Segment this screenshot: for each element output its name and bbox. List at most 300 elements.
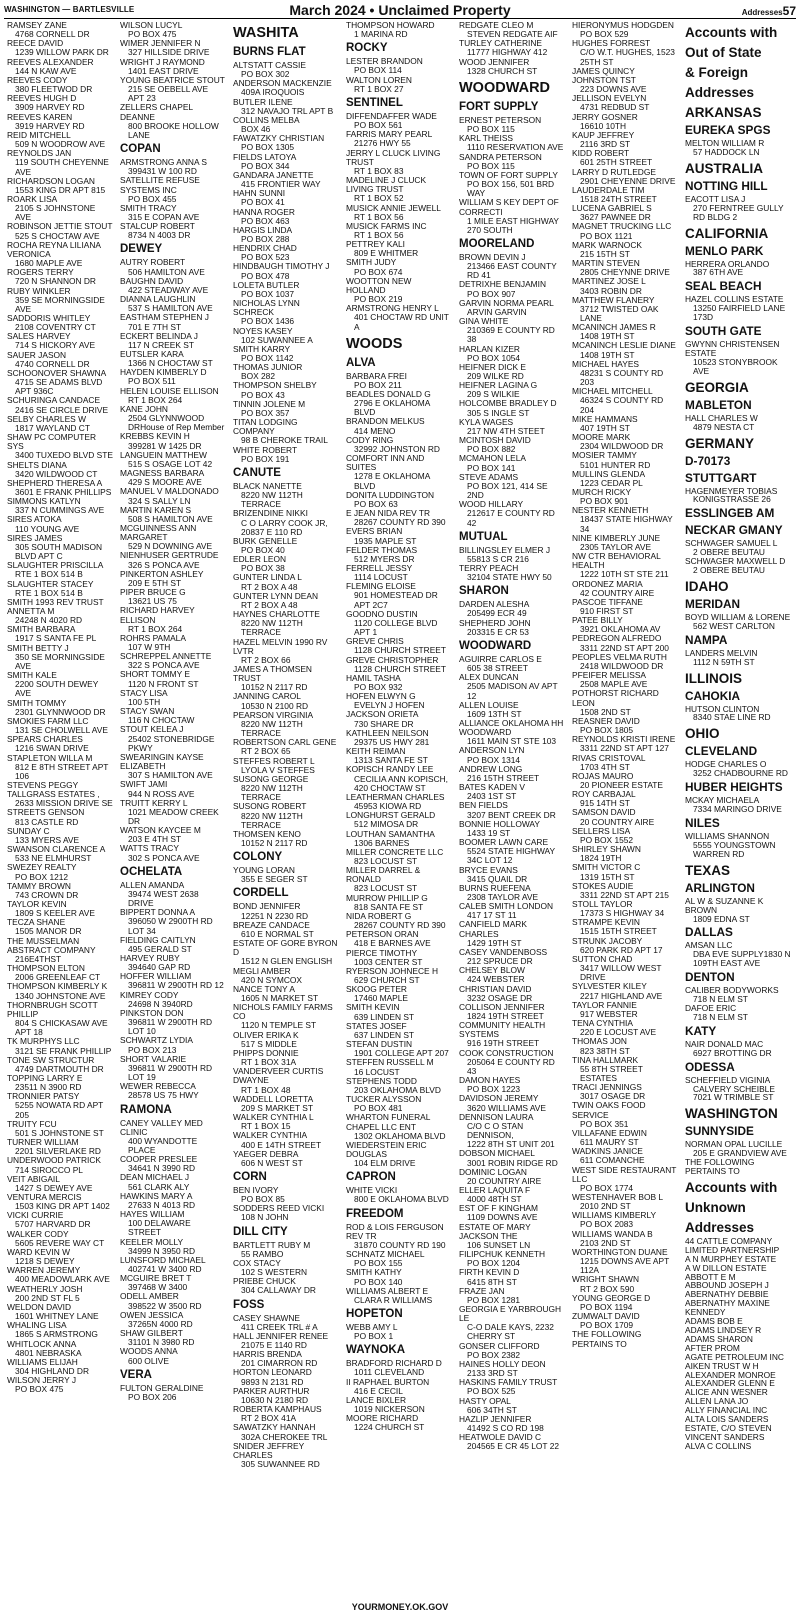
owner-name: SMITH KARRY <box>233 343 291 354</box>
owner-name: PETTREY KALI <box>346 239 405 250</box>
owner-address: PO BOX 1552 <box>580 834 634 845</box>
owner-name: OLIVER ERIKA K <box>233 1029 299 1040</box>
owner-name: SCHREPPEL ANNETTE <box>120 651 212 662</box>
listing-entry <box>459 673 565 700</box>
listing-entry <box>120 76 226 103</box>
city-heading: EUREKA SPGS <box>685 123 771 137</box>
listing-entry <box>685 832 791 859</box>
owner-address: 32104 STATE HWY 50 <box>467 572 552 583</box>
listing-entry <box>346 509 452 527</box>
owner-address: 2217 HIGHLAND AVE <box>580 990 663 1001</box>
listing-entry <box>233 1423 339 1441</box>
listing-entry <box>7 58 113 76</box>
listing-entry <box>459 1113 565 1150</box>
owner-name: MARTIN STEVEN <box>572 258 640 269</box>
owner-name: ADAMS LINDSEY R <box>685 1325 762 1335</box>
owner-name: DENNISON LAURA <box>459 1111 534 1122</box>
listing-entry <box>459 1149 565 1167</box>
listing-entry <box>459 1305 565 1342</box>
listing-entry <box>572 131 678 149</box>
owner-name: PASCOE TIFFANE <box>572 596 643 607</box>
owner-address: 1515 15TH STREET <box>580 926 657 937</box>
owner-address: 1224 CHURCH ST <box>354 1422 425 1433</box>
owner-name: FELDER THOMAS <box>346 544 418 555</box>
header-right-label: Addresses <box>741 8 783 17</box>
owner-address: RT 1 BOX 56 <box>354 211 404 222</box>
owner-address: 100 DELAWARE STREET <box>128 1218 191 1238</box>
listing-entry <box>685 760 791 778</box>
listing-entry <box>233 555 339 573</box>
owner-name: SWEARINGIN KAYSE ELIZABETH <box>120 751 204 772</box>
owner-address: 600 OLIVE <box>128 1355 169 1366</box>
owner-address: 270 FERNTREE GULLY RD BLDG 2 <box>693 202 784 222</box>
listing-entry <box>685 986 791 1004</box>
listing-entry <box>233 1003 339 1030</box>
owner-name: HIERONYMUS HODGDEN <box>572 21 674 30</box>
owner-address: BOX 46 <box>241 124 271 135</box>
owner-name: WILSON LUCYL <box>120 21 183 30</box>
owner-address: 1003 CENTER ST <box>354 956 423 967</box>
owner-name: FIRTH KEVIN D <box>459 1267 520 1278</box>
owner-name: FRAZE JAN <box>459 1285 505 1296</box>
listing-entry <box>120 1009 226 1036</box>
owner-name: MADELINE J CLUCK LIVING TRUST <box>346 175 427 195</box>
owner-name: KARL THEISS <box>459 133 513 144</box>
listing-entry <box>7 735 113 753</box>
listing-entry <box>7 1138 113 1156</box>
owner-address: 3919 HARVEY RD <box>15 120 85 131</box>
owner-address: 6415 8TH ST <box>467 1276 517 1287</box>
owner-name: ANDREW LONG <box>459 763 523 774</box>
listing-entry <box>233 939 339 966</box>
owner-name: ROJAS MAURO <box>572 770 634 781</box>
listing-entry <box>7 369 113 396</box>
listing-entry <box>572 323 678 341</box>
owner-name: VICKI CURRIE <box>7 1210 64 1221</box>
owner-name: LANGUEIN MATTHEW <box>120 449 207 460</box>
listing-entry <box>233 1387 339 1405</box>
owner-address: 910 FIRST ST <box>580 606 634 616</box>
owner-name: ALLEN LANA JO <box>685 1396 749 1407</box>
listing-entry <box>459 473 565 500</box>
owner-address: RT 1 BOX 83 <box>354 165 404 176</box>
city-heading: ODESSA <box>685 1059 735 1074</box>
region-heading: ARKANSAS <box>685 105 762 120</box>
footer-url: YOURMONEY.OK.GOV <box>351 1602 449 1612</box>
owner-name: TURNER WILLIAM <box>7 1137 79 1148</box>
owner-name: KOPISCH RANDY LEE <box>346 764 434 775</box>
owner-name: FARRIS MARY PEARL <box>346 129 433 140</box>
column-3 <box>230 21 343 1599</box>
owner-address: 509 N WOODROW AVE <box>15 139 106 150</box>
owner-name: SCHNATZ MICHAEL <box>346 1249 425 1260</box>
owner-address: 409A IROQUOIS <box>241 87 305 98</box>
listing-entry <box>120 350 226 368</box>
listing-entry <box>233 171 339 189</box>
listing-entry <box>572 94 678 112</box>
owner-address: 55 8TH STREET ESTATES <box>580 1063 643 1083</box>
owner-address: 37265N 4000 RD <box>128 1318 193 1329</box>
owner-name: VEIT ABIGAIL <box>7 1173 60 1184</box>
owner-name: ALLIANCE OKLAHOMA HH WOODWARD <box>459 718 564 738</box>
listing-entry <box>233 775 339 802</box>
owner-address: 1366 N CHOCTAW ST <box>128 358 213 369</box>
owner-name: CANFIELD MARK CHARLES <box>459 919 527 939</box>
owner-name: THOMSEN KENO <box>233 828 301 839</box>
listing-entry <box>572 1230 678 1248</box>
owner-address: 42 COUNTRY AIRE <box>580 587 655 598</box>
listing-entry <box>572 113 678 131</box>
listing-entry <box>120 487 226 505</box>
listing-entry <box>120 689 226 707</box>
owner-address: 416 E CECIL <box>354 1385 403 1396</box>
owner-name: REYNOLDS JAN <box>7 148 72 159</box>
owner-address: RT 1 BOX 264 <box>128 623 183 634</box>
listing-entry <box>346 637 452 655</box>
owner-name: SIRES JAMES <box>7 532 63 543</box>
owner-address: 8220 NW 112TH TERRACE <box>241 718 303 739</box>
owner-name: THOMAS JUNIOR <box>233 362 303 373</box>
owner-name: TECZA SHANE <box>7 917 66 928</box>
owner-name: HANNA ROGER <box>233 206 295 217</box>
owner-name: JACKSON ORIETA <box>346 709 419 720</box>
listing-entry <box>572 168 678 186</box>
listing-entry <box>7 863 113 881</box>
city-heading: FOSS <box>233 1298 265 1311</box>
owner-name: COMMUNITY HEALTH SYSTEMS <box>459 1020 546 1040</box>
owner-name: SADDORIS WHITLEY <box>7 313 91 323</box>
owner-address: 1935 MAPLE ST <box>354 535 417 546</box>
listing-entry <box>120 222 226 240</box>
owner-address: 1703 4TH ST <box>580 761 630 772</box>
owner-name: PEARSON VIRGINIA <box>233 709 314 720</box>
listing-entry <box>120 277 226 295</box>
owner-address: PO BOX 115 <box>467 160 515 171</box>
listing-entry <box>572 204 678 222</box>
owner-name: SWIFT JAMI <box>120 779 168 790</box>
listing-entry <box>233 400 339 418</box>
listing-entry <box>572 415 678 433</box>
listing-entry <box>346 546 452 564</box>
listing-entry <box>233 830 339 848</box>
listing-entry <box>572 735 678 753</box>
owner-address: 119 SOUTH CHEYENNE AVE <box>15 157 109 177</box>
listing-entry <box>233 418 339 445</box>
listing-entry <box>233 98 339 116</box>
listing-entry <box>233 638 339 665</box>
listing-entry <box>459 765 565 783</box>
owner-address: 20837 E 110 RD <box>241 526 303 537</box>
listing-entry <box>459 1094 565 1112</box>
city-heading: NILES <box>685 816 720 830</box>
city-heading: WAYNOKA <box>346 1344 405 1357</box>
listing-entry <box>233 738 339 756</box>
listing-entry <box>7 39 113 57</box>
owner-name: ORDONEZ MARIA <box>572 578 643 589</box>
owner-name: WORTHINGTON DUANE <box>572 1246 668 1257</box>
owner-address: 10530 N 2100 RD <box>241 700 309 711</box>
owner-name: THORNBRUGH SCOTT PHILLIP <box>7 999 98 1019</box>
city-heading: HOPETON <box>346 1308 403 1320</box>
owner-address: 901 HOMESTEAD DR APT 2C7 <box>354 590 438 610</box>
owner-address: 3400 TUXEDO BLVD STE <box>15 450 113 461</box>
listing-entry <box>459 783 565 801</box>
owner-name: NAIR DONALD MAC <box>685 1038 764 1049</box>
owner-name: MCKAY MICHAELA <box>685 795 760 806</box>
owner-name: BIPPERT DONNA A <box>120 907 196 918</box>
owner-name: A N MURPHEY ESTATE <box>685 1253 777 1264</box>
city-heading: SEAL BEACH <box>685 279 762 294</box>
city-heading: STUTTGART <box>685 470 757 485</box>
listing-entry <box>233 985 339 1003</box>
listing-entry <box>346 1223 452 1250</box>
listing-entry <box>7 598 113 625</box>
listing-entry <box>120 799 226 826</box>
listing-entry <box>459 1378 565 1396</box>
owner-address: 24698 N 3940RD <box>128 998 193 1009</box>
owner-address: 29375 US HWY 281 <box>354 736 430 747</box>
owner-name: SMITH 1993 REV TRUST ANNETTA M <box>7 596 104 616</box>
city-heading: ROCKY <box>346 42 388 55</box>
listing-entry <box>346 304 452 331</box>
owner-address: 1216 SWAN DRIVE <box>15 743 89 754</box>
listing-entry <box>7 808 113 826</box>
owner-address: 5707 HARVARD DR <box>15 1219 91 1230</box>
owner-address: 917 WEBSTER <box>580 1008 638 1019</box>
owner-name: SANDRA PETERSON <box>459 151 542 162</box>
owner-name: ZELLERS CHAPEL DEANNE <box>120 102 193 122</box>
listing-entry <box>233 1277 339 1295</box>
owner-address: 216 15TH STREET <box>467 772 540 783</box>
owner-address: PO BOX 1314 <box>467 754 521 765</box>
owner-address: 8220 NW 112TH TERRACE <box>241 810 303 830</box>
owner-address: 1865 S ARMSTRONG <box>15 1329 98 1340</box>
listing-entry <box>120 58 226 76</box>
listing-entry <box>233 665 339 692</box>
owner-address: 1518 24TH STREET <box>580 193 657 204</box>
listing-entry <box>7 1001 113 1038</box>
owner-name: COOPER PRESLEE <box>120 1154 198 1165</box>
column-7 <box>682 21 795 1599</box>
owner-address: EVELYN J HOFEN <box>354 700 425 711</box>
listing-entry <box>346 112 452 130</box>
listing-entry <box>346 76 452 94</box>
listing-entry <box>685 649 791 667</box>
owner-address: 2505 MADISON AV APT 12 <box>467 681 558 701</box>
region-heading: OHIO <box>685 726 720 742</box>
owner-name: AGATE PETROLEUM INC <box>685 1351 784 1362</box>
owner-name: YAEGER DEBRA <box>233 1148 299 1159</box>
listing-entry <box>572 772 678 790</box>
owner-address: 1021 MEADOW CREEK DR <box>128 806 219 826</box>
listing-entry <box>7 754 113 781</box>
owner-address: PO BOX 882 <box>467 444 516 455</box>
listing-entry <box>7 1092 113 1119</box>
listing-entry <box>685 1415 791 1442</box>
owner-name: WADDELL LORETTA <box>233 1093 314 1104</box>
listing-entry <box>459 1433 565 1451</box>
listing-entry <box>459 58 565 76</box>
listing-entry <box>459 253 565 280</box>
owner-name: SYLVESTER KILEY <box>572 981 647 992</box>
listing-entry <box>233 509 339 536</box>
owner-name: LOLETA BUTLER <box>233 279 300 290</box>
owner-address: 3712 TWISTED OAK LANE <box>580 303 659 323</box>
listing-entry <box>346 1003 452 1021</box>
listing-entry <box>233 363 339 381</box>
owner-name: WESTENHAVER BOB L <box>572 1192 664 1202</box>
owner-name: THE FOLLOWING PERTAINS TO <box>685 1157 755 1177</box>
owner-name: CANEY VALLEY MED CLINIC <box>120 1117 203 1137</box>
owner-name: SUSONG ROBERT <box>233 801 307 812</box>
owner-name: WOOTTON NEW HOLLAND <box>346 275 412 295</box>
owner-address: RT 1 BOX 56 <box>354 229 404 240</box>
listing-entry <box>346 793 452 811</box>
owner-address: 3311 22ND ST APT 127 <box>580 743 669 754</box>
owner-name: COLLISON JENNIFER <box>459 1001 545 1012</box>
owner-name: KYLA WAGES <box>459 416 514 427</box>
listing-entry <box>572 1193 678 1211</box>
owner-address: PO BOX 932 <box>354 682 403 692</box>
owner-name: THOMPSON SHELBY <box>233 380 317 391</box>
owner-name: TAYLOR FANNIE <box>572 999 637 1010</box>
owner-address: 302 S PONCA AVE <box>128 852 200 863</box>
owner-name: TRONNIER PATSY <box>7 1091 80 1102</box>
owner-address: PO BOX 1805 <box>580 725 634 736</box>
owner-name: TOWN OF FORT SUPPLY <box>459 169 558 180</box>
owner-name: SUNDAY C <box>7 825 50 836</box>
listing-entry <box>233 153 339 171</box>
owner-name: SAWATZKY HANNAH <box>233 1422 316 1433</box>
region-heading: Accounts with <box>685 25 778 40</box>
owner-address: 3311 22ND ST APT 215 <box>580 889 669 900</box>
owner-address: 16 LOCUST <box>354 1066 400 1077</box>
owner-address: 2201 SILVERLAKE RD <box>15 1146 101 1157</box>
owner-name: STEFAN DUSTIN <box>346 1039 413 1050</box>
listing-entry <box>233 134 339 152</box>
owner-address: 399431 W 100 RD <box>128 166 197 177</box>
listing-entry <box>7 1248 113 1266</box>
listing-entry <box>233 711 339 738</box>
listing-entry <box>7 671 113 698</box>
owner-name: HOLCOMBE BRADLEY D <box>459 398 557 409</box>
owner-address: RTE 1 BOX 514 B <box>15 587 83 598</box>
owner-address: 701 E 7TH ST <box>128 321 182 332</box>
owner-address: 203 OKLAHOMA BLVD <box>354 1084 441 1095</box>
owner-name: E JEAN NIDA REV TR <box>346 508 431 519</box>
owner-name: RICHARD HARVEY ELLISON <box>120 605 195 625</box>
page-header <box>4 2 796 18</box>
owner-address: 34641 N 3990 RD <box>128 1163 196 1174</box>
owner-address: 4740 CORNELL DR <box>15 358 90 369</box>
listing-entry <box>459 866 565 884</box>
owner-address: PO BOX 674 <box>354 266 403 277</box>
listing-entry <box>7 461 113 479</box>
listing-entry <box>120 158 226 176</box>
owner-address: PO BOX 525 <box>467 1386 516 1397</box>
listing-entry <box>7 1193 113 1211</box>
owner-address: 304 HIGHLAND DR <box>15 1365 90 1376</box>
listing-entry <box>572 67 678 94</box>
owner-address: 304 CALLAWAY DR <box>241 1285 316 1296</box>
listing-columns <box>4 21 796 1599</box>
owner-name: MANUEL V MALDONADO <box>120 486 219 497</box>
owner-name: SCHWAGER MAXWELL D <box>685 556 786 567</box>
listing-entry <box>572 259 678 277</box>
listing-entry <box>7 1175 113 1193</box>
owner-name: THE FOLLOWING PERTAINS TO <box>572 1329 642 1349</box>
owner-name: ZUMWALT DAVID <box>572 1311 640 1322</box>
listing-entry <box>7 351 113 369</box>
owner-address: 41492 S CO RD 198 <box>467 1423 544 1434</box>
owner-address: 714 SIROCCO PL <box>15 1164 83 1175</box>
listing-entry <box>459 719 565 746</box>
owner-name: ABBOTT E M <box>685 1271 736 1282</box>
owner-name: ARMSTRONG HENRY L <box>346 303 439 314</box>
listing-entry <box>459 500 565 527</box>
listing-entry <box>346 610 452 637</box>
listing-entry <box>120 670 226 688</box>
listing-entry <box>572 955 678 982</box>
listing-entry <box>572 1275 678 1293</box>
owner-address: 12251 N 2230 RD <box>241 910 309 921</box>
owner-address: 1553 KING DR APT 815 <box>15 184 106 195</box>
owner-address: 106 SUNSET LN <box>467 1239 531 1250</box>
listing-entry <box>233 244 339 262</box>
listing-entry <box>346 436 452 454</box>
owner-name: MOORE MARK <box>572 432 631 443</box>
listing-entry <box>120 844 226 862</box>
owner-name: STRAMPE KEVIN <box>572 917 640 928</box>
owner-address: 561 CLARK ALY <box>128 1181 190 1192</box>
owner-address: 2403 1ST ST <box>467 791 517 802</box>
owner-name: HORTON LEONARD <box>233 1367 312 1378</box>
owner-address: 1128 CHURCH STREET <box>354 663 446 674</box>
owner-address: RT 2 BOX 590 <box>580 1283 635 1294</box>
owner-address: 1 MILE EAST HIGHWAY 270 SOUTH <box>467 215 559 235</box>
listing-entry <box>685 1158 791 1176</box>
owner-name: PRIEBE CHUCK <box>233 1276 296 1287</box>
listing-entry <box>346 1287 452 1305</box>
owner-address: 209 S WILKIE <box>467 389 520 400</box>
owner-name: SELBY CHARLES W <box>7 413 86 424</box>
owner-address: RTE 1 BOX 514 B <box>15 569 83 580</box>
owner-address: PO BOX 351 <box>580 1118 629 1129</box>
owner-address: 1408 19TH ST <box>580 331 635 342</box>
listing-entry <box>7 314 113 332</box>
owner-address: 104 ELM DRIVE <box>354 1158 416 1169</box>
owner-name: ROD & LOIS FERGUSON REV TR <box>346 1221 444 1241</box>
owner-name: MILLER CONCRETE LLC <box>346 846 444 857</box>
header-page-info <box>742 4 796 18</box>
owner-name: SCHEFFIELD VIGINIA <box>685 1074 771 1085</box>
owner-address: 201 CIMARRON RD <box>241 1358 318 1369</box>
listing-entry <box>572 827 678 845</box>
owner-name: TWIN OAKS FOOD SERVICE <box>572 1100 646 1120</box>
owner-address: 1901 COLLEGE APT 207 <box>354 1048 449 1059</box>
owner-address: 1824 19TH <box>580 853 622 864</box>
listing-entry <box>233 1332 339 1350</box>
owner-address: 1917 S SANTA FE PL <box>15 633 97 644</box>
owner-address: 2418 WILDWOOD DR <box>580 660 664 671</box>
listing-entry <box>120 826 226 844</box>
listing-entry <box>7 900 113 918</box>
owner-address: 730 SHARE DR <box>354 718 414 729</box>
owner-name: TRUITY FCU <box>7 1118 57 1129</box>
listing-entry <box>7 964 113 982</box>
owner-name: HARGIS LINDA <box>233 224 293 235</box>
owner-name: ERNEST PETERSON <box>459 114 542 125</box>
